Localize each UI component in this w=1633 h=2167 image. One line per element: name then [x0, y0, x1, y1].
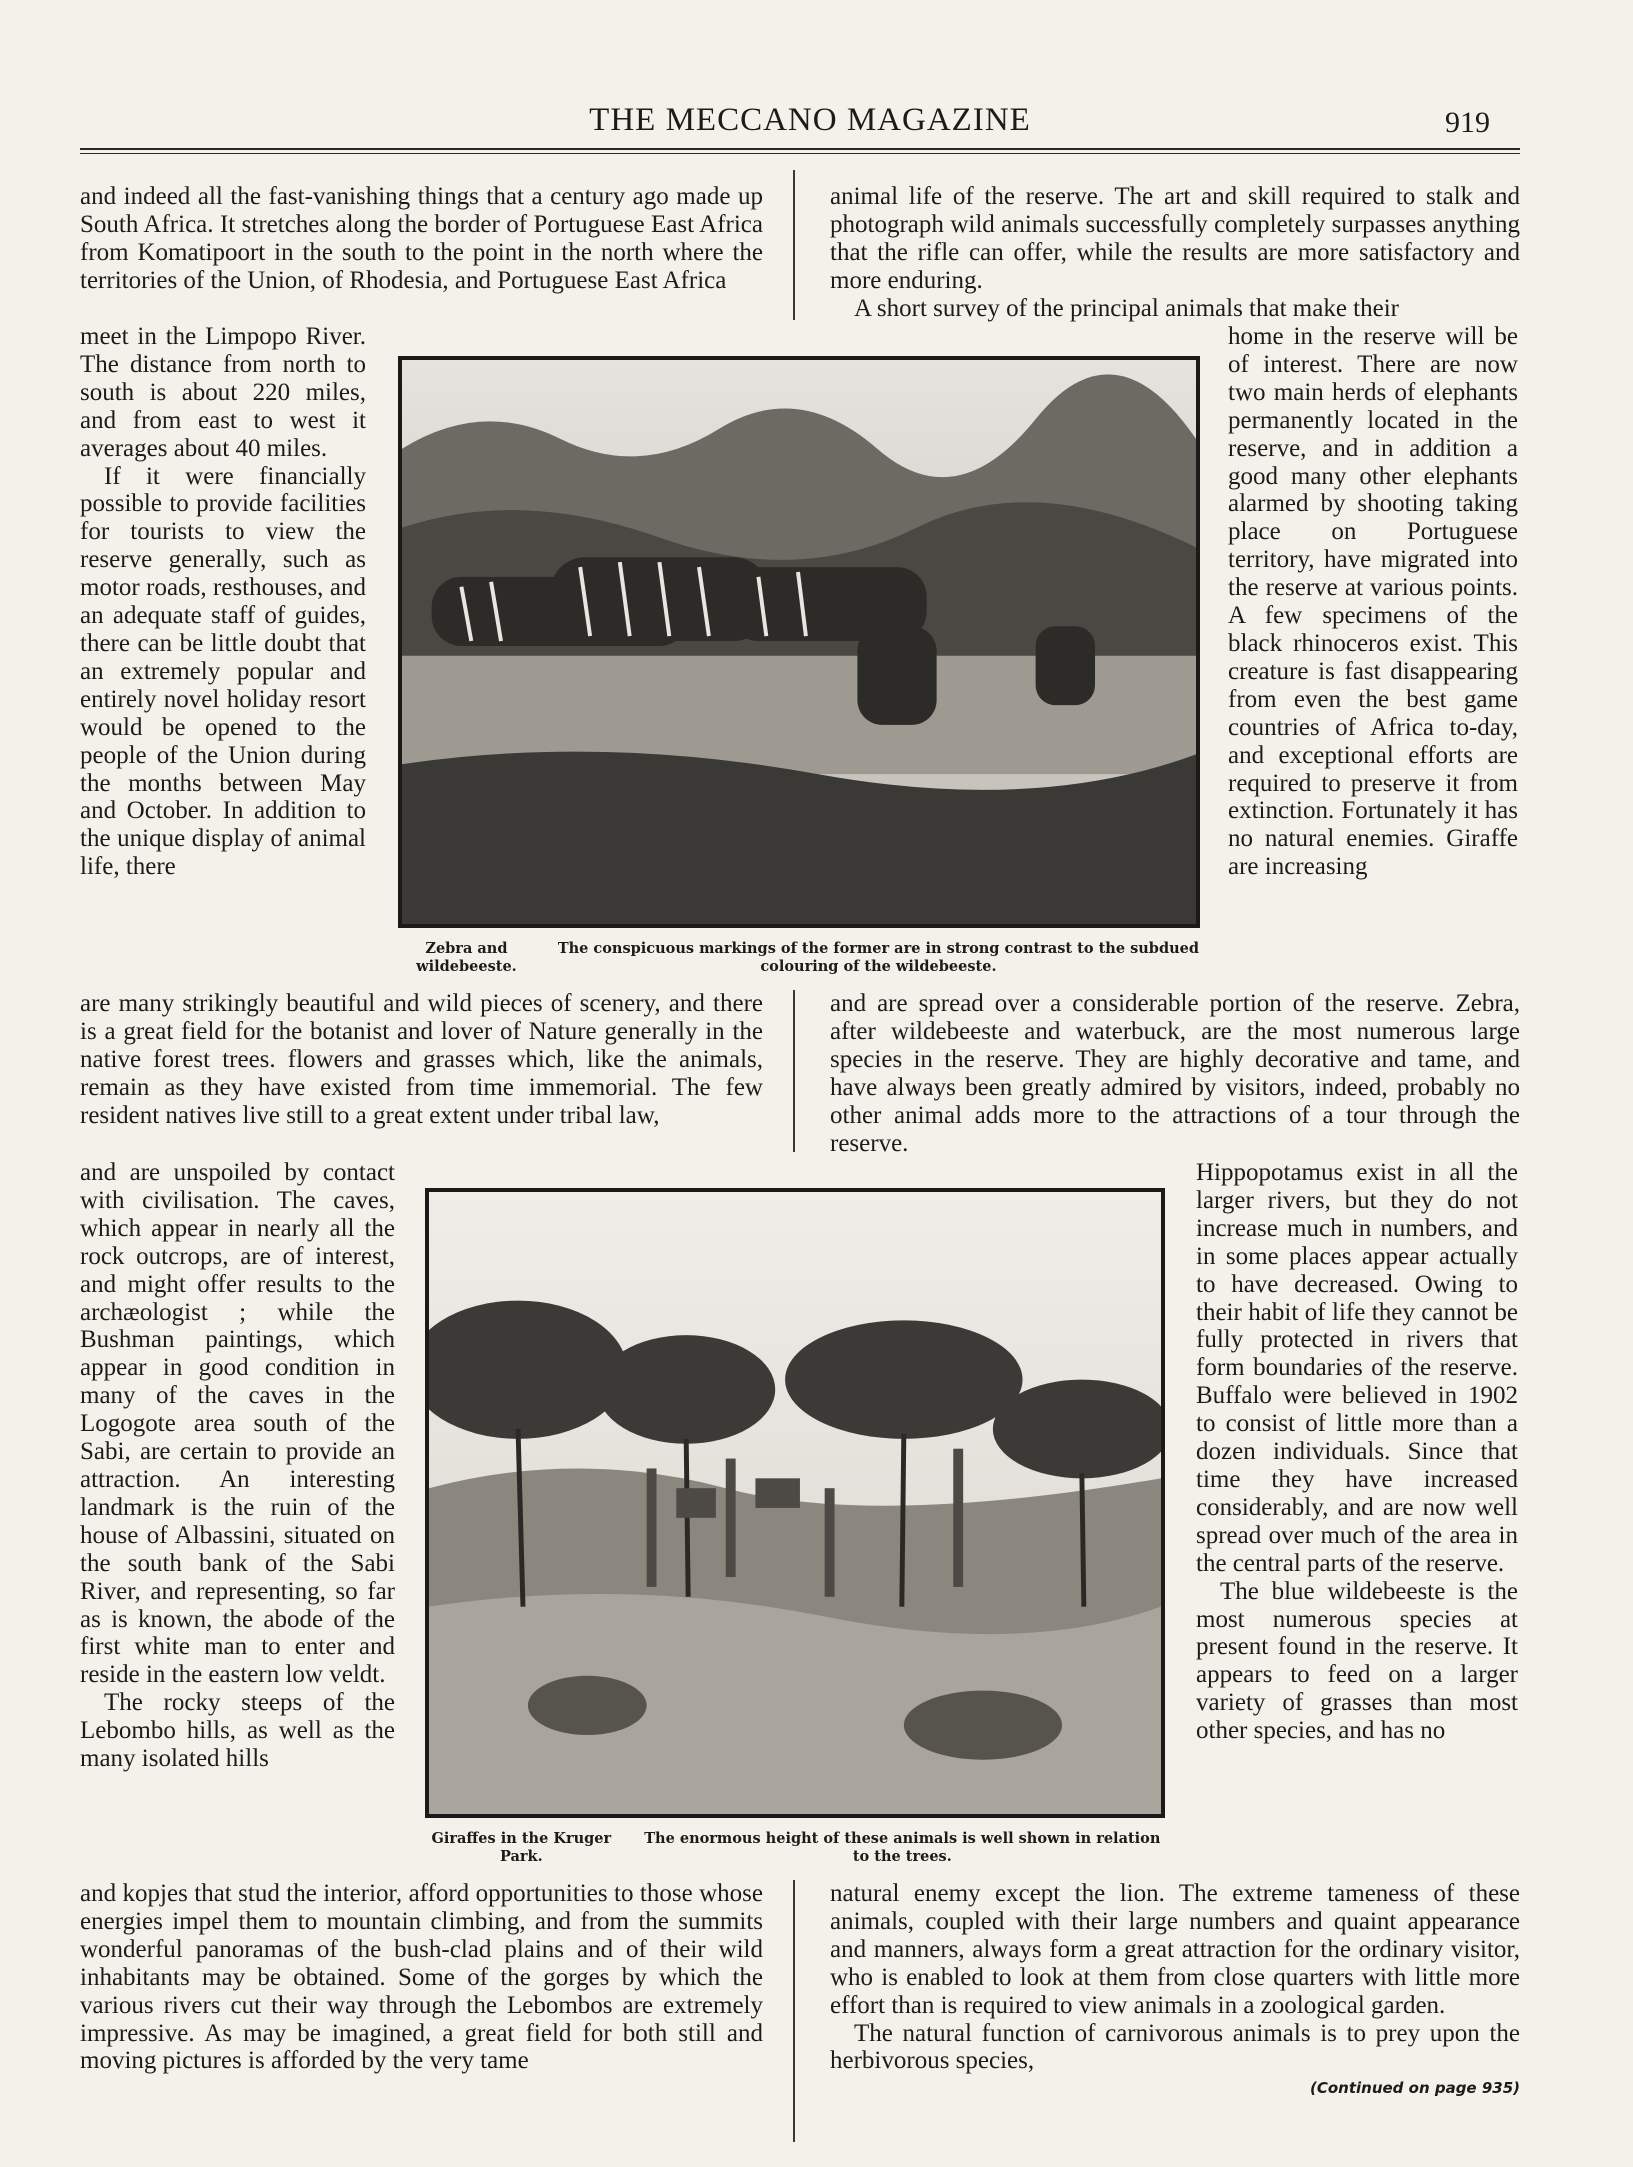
paragraph: and indeed all the fast-vanishing things that a century ago made up South Africa. It stretches along the border of Portuguese East Africa from Komatipoort in the south to the point in the north where the territories of the Union, of Rhodesia, and Portuguese East Africa — [80, 183, 763, 294]
paragraph: and kopjes that stud the interior, afford opportunities to those whose energies impel them to mountain climbing, and from the summits wonderful panoramas of the bush-clad plains and of their wild inhabitants may be obtained. Some of the gorges by which the various rivers cut their way through the Lebombos are extremely impressive. As may be imagined, a great field for both still and moving pictures is afforded by the very tame — [80, 1880, 763, 2075]
text-block-top-left — [80, 183, 763, 295]
photo-caption — [425, 1830, 1165, 1866]
caption-text: The conspicuous markings of the former are in strong contrast to the subdued colouring of the wildebeeste. — [557, 940, 1199, 975]
column-divider — [793, 170, 795, 320]
paragraph: natural enemy except the lion. The extreme tameness of these animals, coupled with their large numbers and quaint appearance and manners, always form a great attraction for the ordinary visitor, who is enabled to look at them from close quarters with little more effort than is required to view animals in a zoological garden. — [830, 1880, 1520, 2019]
page-number: 919 — [1445, 106, 1490, 139]
zebra-wildebeeste-image — [402, 360, 1196, 924]
paragraph: meet in the Limpopo River. The distance from north to south is about 220 miles, and from east to west it averages about 40 miles. — [80, 323, 366, 462]
column-divider — [793, 1880, 795, 2142]
paragraph: and are spread over a considerable portion of the reserve. Zebra, after wildebeeste and waterbuck, are the most numerous large species in the reserve. They are highly decorative and tame, and have always been greatly admired by visitors, indeed, probably no other animal adds more to the attractions of a tour through the reserve. — [830, 990, 1520, 1157]
paragraph: The rocky steeps of the Lebombo hills, as well as the many isolated hills — [80, 1689, 395, 1773]
paragraph: The natural function of carnivorous animals is to prey upon the herbivorous species, — [830, 2019, 1520, 2075]
text-block-bottom-left — [80, 1880, 763, 2075]
page-header-title: THE MECCANO MAGAZINE — [589, 102, 1031, 138]
zebra-wildebeeste-photo — [398, 356, 1200, 928]
giraffes-photo — [425, 1188, 1165, 1818]
caption-text: The enormous height of these animals is well shown in relation to the trees. — [644, 1830, 1161, 1865]
text-block-mid-right — [830, 990, 1520, 1157]
text-block-mid-left — [80, 990, 763, 1130]
paragraph: and are unspoiled by contact with civilisation. The caves, which appear in nearly all the rock outcrops, are of interest, and might offer results to the archæologist ; while the Bushman paintings, which appear in good condition in many of the caves in the Logogote area south of the Sabi, are certain to provide an attraction. An interesting landmark is the ruin of the house of Albassini, situated on the south bank of the Sabi River, and representing, so far as is known, the abode of the first white man to enter and reside in the eastern low veldt. — [80, 1159, 395, 1689]
text-block-right-narrow-1 — [1228, 323, 1518, 881]
paragraph: If it were financially possible to provide facilities for tourists to view the reserve generally, such as motor roads, resthouses, and an adequate staff of guides, there can be little doubt that an extremely popular and entirely novel holiday resort would be opened to the people of the Union during the months between May and October. In addition to the unique display of animal life, there — [80, 462, 366, 881]
text-block-left-narrow-2 — [80, 1159, 395, 1773]
paragraph: animal life of the reserve. The art and skill required to stalk and photograph wild animals successfully completely surpasses anything that the rifle can offer, while the results are more satisfactory and more enduring. — [830, 183, 1520, 294]
paragraph: are many strikingly beautiful and wild pieces of scenery, and there is a great field for the botanist and lover of Nature generally in the native forest trees. flowers and grasses which, like the animals, remain as they have existed from time immemorial. The few resident natives live still to a great extent under tribal law, — [80, 990, 763, 1129]
paragraph: Hippopotamus exist in all the larger rivers, but they do not increase much in numbers, and in some places appear actually to have decreased. Owing to their habit of life they cannot be fully protected in rivers that form boundaries of the reserve. Buffalo were believed in 1902 to consist of little more than a dozen individuals. Since that time they have increased considerably, and are now well spread over much of the area in the central parts of the reserve. — [1196, 1159, 1518, 1577]
header-rule-thin — [80, 153, 1520, 154]
photo-caption — [398, 940, 1200, 976]
paragraph: home in the reserve will be of interest. There are now two main herds of elephants permanently located in the reserve, and in addition a good many other elephants alarmed by shooting taking place on Portuguese territory, have migrated into the reserve at various points. A few specimens of the black rhinoceros exist. This creature is fast disappearing from even the best game countries of Africa to-day, and exceptional efforts are required to preserve it from extinction. Fortunately it has no natural enemies. Giraffe are increasing — [1228, 323, 1518, 881]
text-block-right-narrow-2 — [1196, 1159, 1518, 1745]
continued-note: (Continued on page 935) — [1309, 2079, 1520, 2098]
paragraph: A short survey of the principal animals that make their — [854, 294, 1399, 322]
giraffes-image — [429, 1192, 1161, 1814]
text-block-top-right — [830, 183, 1520, 323]
text-block-left-narrow-1 — [80, 323, 366, 881]
text-block-bottom-right — [830, 1880, 1520, 2103]
column-divider — [793, 990, 795, 1152]
caption-title: Zebra and wildebeeste. — [416, 940, 517, 975]
paragraph: The blue wildebeeste is the most numerous species at present found in the reserve. It appears to feed on a larger variety of grasses than most other species, and has no — [1196, 1577, 1518, 1745]
header-rule — [80, 148, 1520, 150]
caption-title: Giraffes in the Kruger Park. — [431, 1830, 612, 1865]
